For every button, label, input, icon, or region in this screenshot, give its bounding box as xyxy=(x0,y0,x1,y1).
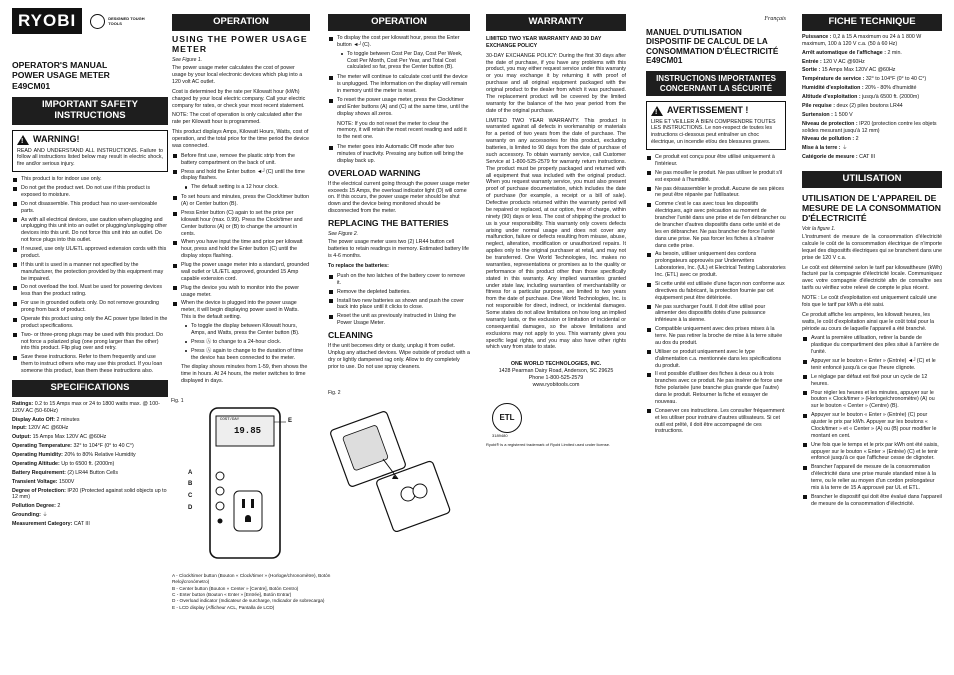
op-substep: The default setting is a 12 hour clock. xyxy=(191,184,310,191)
spec-value: 120 V AC @60Hz xyxy=(823,58,865,65)
fig1-label: Fig. 1 xyxy=(171,398,184,404)
fig1-letter-e: E xyxy=(288,418,293,424)
spec-value: 15 Amps Max 120V AC @60Hz xyxy=(32,434,107,441)
legend-item: E - LCD display (Afficheur ACL, Pantalla de LCD) xyxy=(172,604,275,610)
spec-row xyxy=(12,417,168,424)
company-address: 1428 Pearman Dairy Road, Anderson, SC 29625 xyxy=(498,368,614,375)
french-safety-header: INSTRUCTIONS IMPORTANTES CONCERNANT LA SÉCURITÉ xyxy=(646,71,786,95)
spec-value: 20% to 80% Relative Humidity xyxy=(64,452,136,459)
op-step-text: When the device is plugged into the power usage meter, it will begin displaying power used in Watts. This is the default setting. xyxy=(181,300,299,321)
battery-illustration xyxy=(328,399,458,539)
util-step: Le réglage par défaut est fixé pour un cycle de 12 heures. xyxy=(811,374,942,388)
safety-item: Do not get the product wet. Do not use if this product is exposed to moisture. xyxy=(21,185,168,199)
battery-fig-ref: See Figure 2. xyxy=(328,230,359,237)
op-substep: Press Ⓐ again to change to the duration of time the device has been connected to the meter. xyxy=(191,348,310,362)
spec-label: Output: xyxy=(12,434,32,441)
column-cover xyxy=(12,0,168,675)
warning-text: READ AND UNDERSTAND ALL INSTRUCTIONS. Failure to follow all instructions listed below may result in electric shock, fire and/or serious injury. xyxy=(17,147,163,168)
battery-step: Remove the depleted batteries. xyxy=(337,289,470,296)
specifications-header: SPECIFICATIONS xyxy=(12,380,168,397)
spec-value: 1500V xyxy=(59,478,75,485)
french-safety-list xyxy=(646,154,786,435)
legend-item: D - Overload indicator (Indicateur de surcharge, Indicador de sobrecarga) xyxy=(172,598,325,604)
safety-header: IMPORTANT SAFETY INSTRUCTIONS xyxy=(12,97,168,125)
cleaning-text: If the unit becomes dirty or dusty, unplug it from outlet. Unplug any attached devices. Wipe outside of product with a dry or lightly dampened rag only. Allow to dry completely prior to use. Do not use spray cleaners. xyxy=(328,342,470,370)
spec-value: 120V AC @60Hz xyxy=(28,425,69,432)
op-step: When you have input the time and price per kilowatt hour, press and hold the Enter button (C) until the display stops flashing. xyxy=(181,239,310,260)
spec-row xyxy=(802,59,942,66)
util-para-3: Ce produit affiche les ampères, les kilowatt heures, les watts, le coût d'exploitation ainsi que le coût total pour la période au cours de laquelle l'appareil a été branché. xyxy=(802,311,935,332)
spec-label: Altitude d'exploitation : xyxy=(802,94,861,101)
spec-label: Input: xyxy=(12,425,27,432)
fig1-letter-b: B xyxy=(188,481,193,487)
french-safety-item: Ce produit est conçu pour être utilisé uniquement à l'intérieur. xyxy=(655,154,786,168)
op2-item-text: To display the cost per kilowatt hour, press the Enter button ◄┘(C). xyxy=(337,34,460,48)
spec-row xyxy=(12,470,168,477)
specifications-list xyxy=(12,401,168,528)
spec-row xyxy=(802,136,942,143)
spec-value: 2 min. xyxy=(887,49,902,56)
op2-list xyxy=(328,35,470,118)
spec-label: Grounding: xyxy=(12,512,41,519)
spec-label: Pile requise : xyxy=(802,102,835,109)
op-step xyxy=(181,300,310,361)
language-tag: Français xyxy=(764,16,786,22)
operation-header: OPERATION xyxy=(172,14,310,31)
safety-item: Do not overload the tool. Must be used for powering devices less than the product rating. xyxy=(21,284,168,298)
warranty-intro: LIMITED TWO YEAR WARRANTY AND 30 DAY EXCHANGE POLICY xyxy=(486,35,602,49)
legend-item: B - Center button (Bouton « Center » [Centre], Botón Centro) xyxy=(172,585,299,591)
spec-row xyxy=(802,145,942,152)
fig2-label: Fig. 2 xyxy=(328,390,341,397)
util-step: Avant la première utilisation, retirer la bande de plastique du compartiment des piles situé à l'arrière de l'unité. xyxy=(811,335,942,356)
french-safety-item: Comme c'est le cas avec tous les dispositifs électriques, agir avec précaution au moment de brancher l'unité dans une prise et de l'en débrancher ou de brancher d'autres dispositifs dans cette unité et de les en débrancher. Ne pas brancher de force l'unité dans une prise. Ne pas forcer les fiches à s'insérer dans cette prise. xyxy=(655,201,786,249)
etl-mark-icon: ETL xyxy=(492,403,522,433)
figure-1-legend xyxy=(172,573,342,611)
spec-row xyxy=(802,34,942,48)
op-para-end: The display shows minutes from 1-59, then shows the time in hours. At 24 hours, the meter switches to time displayed in days. xyxy=(181,364,308,385)
french-title xyxy=(646,28,786,66)
spec-row xyxy=(802,50,942,57)
spec-label: Transient Voltage: xyxy=(12,478,58,485)
company-web: www.ryobitools.com xyxy=(532,381,580,388)
french-safety-item: Il est possible d'utiliser des fiches à deux ou à trois branches avec ce produit. Ne pas insérer de force une fiche polarisée (une branche plus grande que l'autre) dans le produit. Retourner la fiche et essayer de nouveau. xyxy=(655,371,786,405)
spec-row xyxy=(12,479,168,486)
spec-row xyxy=(12,425,168,432)
spec-label: Mise à la terre : xyxy=(802,145,841,152)
spec-label: Puissance : xyxy=(802,33,832,40)
french-model: E49CM01 xyxy=(646,56,683,66)
cert-marks xyxy=(486,403,626,433)
manual-title-line1: OPERATOR'S MANUAL xyxy=(12,60,108,71)
spec-label: Operating Temperature: xyxy=(12,443,72,450)
spec-value: CAT III xyxy=(73,521,90,528)
spec-value: ⏚ xyxy=(42,512,48,519)
tough-badge xyxy=(90,14,148,29)
op2-item: The meter will continue to calculate cost until the device is unplugged. The information on the display will remain in memory until the meter is reset. xyxy=(337,74,470,95)
op-step: Plug the power usage meter into a standard, grounded wall outlet or UL/ETL approved, grounded 15 Amp capable extension cord. xyxy=(181,262,310,282)
spec-row xyxy=(802,103,942,110)
safety-item: Do not disassemble. This product has no user-serviceable parts. xyxy=(21,201,168,215)
spec-value: deux (2) piles boutons LR44 xyxy=(836,102,903,109)
using-meter-title: USING THE POWER USAGE METER xyxy=(172,33,308,54)
safety-item: Two- or three-prong plugs may be used with this product. Do not force a polarized plug (one prong larger than the other) into this product. Flip plug over and retry. xyxy=(21,332,168,353)
battery-step: Push on the two latches of the battery cover to remove it. xyxy=(337,273,470,287)
french-safety-item: Utiliser ce produit uniquement avec le type d'alimentation c.a. mentionnée dans les spécifications du produit. xyxy=(655,349,786,370)
op-steps xyxy=(172,153,310,362)
manual-title xyxy=(12,60,168,91)
company-phone: Phone 1-800-525-2579 xyxy=(528,375,584,382)
spec-value: ⏚ xyxy=(842,145,848,152)
fig1-letter-a: A xyxy=(188,470,193,476)
safety-item: For use in grounded outlets only. Do not remove grounding prong from back of product. xyxy=(21,300,168,314)
spec-value: Up to 6500 ft. (2000m) xyxy=(61,460,115,467)
spec-value: CAT III xyxy=(859,154,876,161)
ryobi-logo: RYOBI xyxy=(12,8,82,34)
column-warranty xyxy=(486,0,626,675)
brand-logo xyxy=(12,8,168,34)
overload-text: If the electrical current going through the power usage meter exceeds 15 Amps, the overload indicator light (D) will come on. If this occurs, the power usage meter should be shut down and the device being monitored should be disconnected from the meter. xyxy=(328,180,470,215)
french-safety-item: Conserver ces instructions. Les consulter fréquemment et les utiliser pour instruire d'autres utilisateurs. Si cet outil est prêté, il doit être accompagné de ces instructions. xyxy=(655,407,785,435)
french-safety-item: Au besoin, utiliser uniquement des cordons prolongateurs approuvés par Underwriters Laboratories, Inc. (UL) et Electrical Testing Laboratories Inc. (ETL) avec ce produit. xyxy=(655,251,786,279)
utilisation-header: UTILISATION xyxy=(802,171,942,188)
util-note: NOTE : Le coût d'exploitation est uniquement calculé une fois que le tarif par kWh a été saisi. xyxy=(802,295,937,308)
op2-item: To reset the power usage meter, press the Clock/timer and Enter buttons (A) and (C) at the same time, until the display shows all zeros. xyxy=(337,96,469,117)
company-name: ONE WORLD TECHNOLOGIES, INC. xyxy=(510,361,602,368)
spec-value: 1 500 V xyxy=(834,111,853,118)
safety-item: If reused, use only UL/ETL approved extension cords with this product. xyxy=(21,246,167,259)
spec-row xyxy=(802,112,942,119)
spec-value: 20% - 80% d'humidité xyxy=(865,85,917,92)
spec-label: Operating Humidity: xyxy=(12,452,63,459)
spec-row xyxy=(802,154,942,161)
spec-row xyxy=(12,488,168,502)
spec-label: Ratings: xyxy=(12,400,34,407)
spec-row xyxy=(12,443,168,450)
util-step: Appuyer sur le bouton « Enter » (Entrée) (C) pour ajuster le prix par kWh. Appuyer sur les boutons « Clock/timer » et « Center » (A) ou (B) pour modifier le montant en cent. xyxy=(811,412,942,440)
french-safety-item: Ne pas surcharger l'outil. Il doit être utilisé pour alimenter des dispositifs dotés d'une puissance inférieure à la sienne. xyxy=(655,304,786,325)
spec-row xyxy=(802,67,942,74)
spec-value: 2 xyxy=(855,136,859,143)
spec-label: Niveau de pollution : xyxy=(802,136,855,143)
battery-steps xyxy=(328,273,470,327)
spec-value: 2 xyxy=(57,503,61,510)
spec-value: IP20 (Protected against solid objects up to 12 mm) xyxy=(12,487,167,501)
column-operation-2 xyxy=(328,0,470,675)
spec-row xyxy=(802,121,942,135)
spec-label: Température de service : xyxy=(802,76,865,83)
spec-label: Arrêt automatique de l'affichage : xyxy=(802,49,886,56)
fig1-letter-c: C xyxy=(188,493,193,499)
spec-value: jusqu'à 6500 ft. (2000m) xyxy=(862,94,920,101)
fig1-letter-d: D xyxy=(188,505,193,511)
cleaning-title: CLEANING xyxy=(328,330,373,341)
french-safety-item: Ne pas mouiller le produit. Ne pas utiliser le produit s'il est exposé à l'humidité. xyxy=(655,170,786,184)
spec-row xyxy=(12,503,168,510)
spec-value: 2 minutes xyxy=(56,416,80,423)
french-warning-box xyxy=(646,101,786,150)
warranty-para-1: 30-DAY EXCHANGE POLICY: During the first 30 days after the date of purchase, if you have any problems with this product, you may either request service under this warranty or you may exchange it by returning it with proof of purchase and all original equipment packaged with the original product to the dealer from which it was purchased. The replacement product will be covered by the limited warranty for the balance of the two year period from the date of the original purchase. xyxy=(486,52,626,114)
model-number: E49CM01 xyxy=(12,80,51,91)
badge-text: DESIGNED TOUGH TOOLS xyxy=(108,15,145,27)
op-step-text: Press and hold the Enter button ◄┘(C) until the time display flashes. xyxy=(181,168,305,182)
battery-replace: To replace the batteries: xyxy=(328,263,389,270)
safety-list xyxy=(12,176,168,375)
company-block xyxy=(486,361,626,389)
french-title-text: MANUEL D'UTILISATION DISPOSITIF DE CALCUL DE LA CONSOMMATION D'ÉLECTRICITÉ xyxy=(646,27,779,56)
spec-label: Pollution Degree: xyxy=(12,503,56,510)
safety-item: Operate this product using only the AC power type listed in the product specifications. xyxy=(21,315,168,329)
cert-number: 3189480 xyxy=(492,432,508,438)
spec-value: 0,2 à 15 A maximum ou 24 à 1 800 W maximum, 100 à 120 V c.a. (50 à 60 Hz) xyxy=(802,33,922,47)
spec-row xyxy=(12,452,168,459)
french-safety-item: Ne pas désassembler le produit. Aucune de ses pièces ne peut être réparée par l'utilisateur. xyxy=(655,186,786,200)
figure-1 xyxy=(171,396,348,566)
spec-row xyxy=(802,76,942,83)
warning-box xyxy=(12,130,168,172)
lcd-value: 19.85 xyxy=(234,426,262,436)
overload-title: OVERLOAD WARNING xyxy=(328,167,421,178)
legend-item: A - Clock/timer button (Bouton « Clock/timer » (Horloge/chronomètre), Botón Reloj/cronómetro) xyxy=(172,573,331,585)
op-step: Plug the device you wish to monitor into the power usage meter. xyxy=(181,285,310,299)
french-warning-title: AVERTISSEMENT ! xyxy=(667,104,749,115)
util-step: Appuyer sur le bouton « Enter » (Entrée) ◄┘(C) et le tenir enfoncé jusqu'à ce que l'heure clignote. xyxy=(811,358,942,372)
spec-label: Niveau de protection : xyxy=(802,120,858,127)
util-step: Brancher l'appareil de mesure de la consommation d'électricité dans une prise murale standard mise à la terre, ou le relier au moyen d'un cordon prolongateur mis à la terre de 15 A approuvé par UL et ETL. xyxy=(811,464,942,492)
op2-item xyxy=(337,35,470,71)
column-french-safety xyxy=(646,0,786,675)
spec-label: Operating Altitude: xyxy=(12,460,60,467)
spec-value: 15 Amps Max 120V AC @60Hz xyxy=(821,67,896,74)
french-warning-text: LIRE ET VEILLER À BIEN COMPRENDRE TOUTES LES INSTRUCTIONS. Le non-respect de toutes les instructions ci-dessous peut entraîner un choc électrique, un incendie et/ou des blessures graves. xyxy=(651,118,776,146)
spec-value: IP20 (protection contre les objets solides mesurant jusqu'à 12 mm) xyxy=(802,120,937,134)
spec-label: Humidité d'exploitation : xyxy=(802,85,864,92)
spec-row xyxy=(12,401,168,415)
french-safety-item: Si cette unité est utilisée d'une façon non conforme aux directives du fabricant, la protection fournie par cet équipement peut être détériorée. xyxy=(655,280,785,301)
spec-row xyxy=(12,512,168,519)
spec-row xyxy=(12,461,168,468)
legend-item: C - Enter button (Bouton « Enter » [Entrée], Botón Entrar) xyxy=(172,592,292,598)
utilisation-title: UTILISATION DE L'APPAREIL DE MESURE DE LA CONSOMMATION D'ÉLECTRICITÉ xyxy=(802,192,941,223)
spec-row xyxy=(12,434,168,441)
utilisation-fig-ref: Voir la figure 1. xyxy=(802,225,836,232)
trademark-note: Ryobi® is a registered trademark of Ryobi Limited used under license. xyxy=(486,441,611,447)
op-substep: Press Ⓐ to change to a 24-hour clock. xyxy=(191,339,310,346)
spec-label: Surtension : xyxy=(802,111,833,118)
op-para-4: This product displays Amps, Kilowatt Hours, Watts, cost of operation, and the total price for the time period the device was connected. xyxy=(172,129,309,149)
spec-row xyxy=(802,85,942,92)
spec-label: Entrée : xyxy=(802,58,822,65)
op2-item: The meter goes into Automatic Off mode after two minutes of inactivity. Pressing any button will bring the display back up. xyxy=(337,144,470,165)
util-step: Une fois que le temps et le prix par kWh ont été saisis, appuyer sur le bouton « Enter » (Entrée) (C) et le tenir enfoncé jusqu'à ce que l'afficheur cesse de clignoter. xyxy=(811,442,942,463)
op-substep: To toggle the display between Kilowatt hours, Amps, and Watts, press the Center button (B). xyxy=(191,323,310,337)
safety-item: Save these instructions. Refer to them frequently and use them to instruct others who may use this product. If you loan someone this product, loan them these instructions also. xyxy=(21,354,168,375)
util-para-2: Le coût est déterminé selon le tarif par kilowattheure (kWh) facturé par la compagnie d'électricité locale. Communiquez avec votre compagnie d'électricité afin de connaître ses tarifs ou vérifiez votre relevé de compte le plus récent. xyxy=(802,264,942,292)
lcd-top-text: COST/DAY xyxy=(220,418,240,422)
op-step: To set hours and minutes, press the Clock/timer button (A) or Center button (B). xyxy=(181,194,310,208)
figure-ref: See Figure 1. xyxy=(172,56,203,63)
util-para-1: L'instrument de mesure de la consommation d'électricité calcule le coût de la consommation électrique de n'importe lequel des dispositifs électriques qui se branchent dans une prise de 120 V c.a. xyxy=(802,234,942,261)
battery-step: Install two new batteries as shown and push the cover back into place until it clicks to close. xyxy=(337,298,470,312)
battery-title: REPLACING THE BATTERIES xyxy=(328,218,449,229)
op-note: NOTE: The cost of operation is only calculated after the rate per Kilowatt hour is programmed. xyxy=(172,112,303,126)
safety-item: As with all electrical devices, use caution when plugging and unplugging this unit into an outlet or plugging/unplugging other devices into this unit. Do not force this unit into an outlet. Do not force plugs into this outlet. xyxy=(21,216,168,244)
manual-title-line2: POWER USAGE METER xyxy=(12,70,110,81)
fiche-list xyxy=(802,34,942,161)
spec-value: 32° to 104°F (0° to 40 C°) xyxy=(73,443,134,450)
spec-label: Display Auto Off: xyxy=(12,416,56,423)
warranty-header: WARRANTY xyxy=(486,14,626,31)
spec-label: Sortie : xyxy=(802,67,821,74)
util-step: Pour régler les heures et les minutes, appuyer sur le bouton « Clock/timer » (Horloge/chronomètre) (A) ou sur le bouton « Center » (Centre) (B). xyxy=(811,390,942,411)
safety-item: If this unit is used in a manner not specified by the manufacturer, the protection provided by this equipment may be impaired. xyxy=(21,262,168,283)
battery-step: Reset the unit as previously instructed in Using the Power Usage Meter. xyxy=(337,313,470,327)
util-step: Brancher le dispositif qui doit être évalué dans l'appareil de mesure de la consommation d'électricité. xyxy=(811,493,942,507)
op2-subitem: To toggle between Cost Per Day, Cost Per Week, Cost Per Month, Cost Per Year, and Total Cost calculated so far, press the Center button (B). xyxy=(347,51,470,72)
badge-emblem-icon xyxy=(90,14,105,29)
warning-title: WARNING! xyxy=(33,133,80,144)
warning-icon: ! xyxy=(651,106,663,116)
spec-label: Measurement Category: xyxy=(12,521,73,528)
french-safety-item: Compatible uniquement avec des prises mises à la terre. Ne pas retirer la broche de mise à la terre située au dos du produit. xyxy=(655,326,786,347)
safety-item: This product is for indoor use only. xyxy=(21,176,168,183)
spec-value: (2) LR44 Button Cells xyxy=(67,469,118,476)
spec-row xyxy=(12,521,168,528)
op2-note: NOTE: If you do not reset the meter to clear the memory, it will retain the most recent reading and add it to the next one. xyxy=(337,120,467,141)
column-fiche xyxy=(802,0,942,675)
battery-text: The power usage meter uses two (2) LR44 button cell batteries to retain readings in memory. Estimated battery life is 4-6 months. xyxy=(328,239,469,260)
op-step: Before first use, remove the plastic strip from the battery compartment on the back of unit. xyxy=(181,153,310,167)
warranty-para-2: LIMITED TWO YEAR WARRANTY. This product is warranted against all defects in workmanship or materials for a period of two years from the date of purchase. The warranty on any accessories for this product, excluding batteries, is limited to 90 days from the date of purchase of such accessory. To obtain warranty service, call Customer Service at 1-800-525-2579 for warranty return instructions. The product must be properly packaged and returned with all equipment that was included with the original product. When you request warranty service, you must also present proof of purchase documentation, which includes the date of purchase (for example, a receipt or a bill of sale). Defective products returned within the warranty period will be repaired or replaced, at our option, free of charge, within ninety (90) days or less. The cost of shipping the product to us is your responsibility. This warranty only covers defects arising under normal usage and does not cover any malfunction, failure or defects resulting from misuse, abuse, neglect, alteration, modification or unauthorized repairs. It applies only to the original purchaser at retail, and may not be transferred. One World Technologies, Inc. makes no warranties, representations or promises as to the quality or performance of this product other than those specifically stated in this warranty. Any implied warranties granted under state law, including warranties of merchantability or fitness for a particular purpose, are limited to two years from the date of purchase. One World Technologies, Inc. is not responsible for direct, indirect, or incidental damages. Some states do not allow limitations on how long an implied warranty lasts, or the exclusion or limitation of incidental or consequential damages, so the above limitations and exclusions may not apply to you. This warranty gives you specific legal rights, and you may also have other rights which vary from state to state. xyxy=(486,117,626,351)
op-para-2: Cost is determined by the rate per Kilowatt hour (kWh) charged by your local electric company. Call your electric company for rates, or check your most recent statement. xyxy=(172,88,306,109)
fiche-header: FICHE TECHNIQUE xyxy=(802,14,942,31)
operation-header-2: OPERATION xyxy=(328,14,470,31)
op-step xyxy=(181,169,310,192)
warning-icon: ! xyxy=(17,135,29,145)
spec-label: Battery Requirement: xyxy=(12,469,66,476)
spec-label: Degree of Protection: xyxy=(12,487,66,494)
op-para-1: The power usage meter calculates the cost of power usage by your local electronic devices which plug into a 120 volt AC outlet. xyxy=(172,65,303,85)
op2-list-b xyxy=(328,144,470,165)
spec-value: 0.2 to 15 Amps max or 24 to 1800 watts max. @ 100-120V AC (50-60Hz) xyxy=(12,400,160,414)
op-step: Press Enter button (C) again to set the price per kilowatt hour (max. 0.99). Press the Clock/timer and Center buttons (A) or (B) to change the amount in cents. xyxy=(181,210,310,238)
spec-label: Catégorie de mesure : xyxy=(802,154,858,161)
util-steps xyxy=(802,335,942,507)
spec-value: 32° to 104°F (0° to 40 C°) xyxy=(865,76,927,83)
spec-row xyxy=(802,94,942,101)
